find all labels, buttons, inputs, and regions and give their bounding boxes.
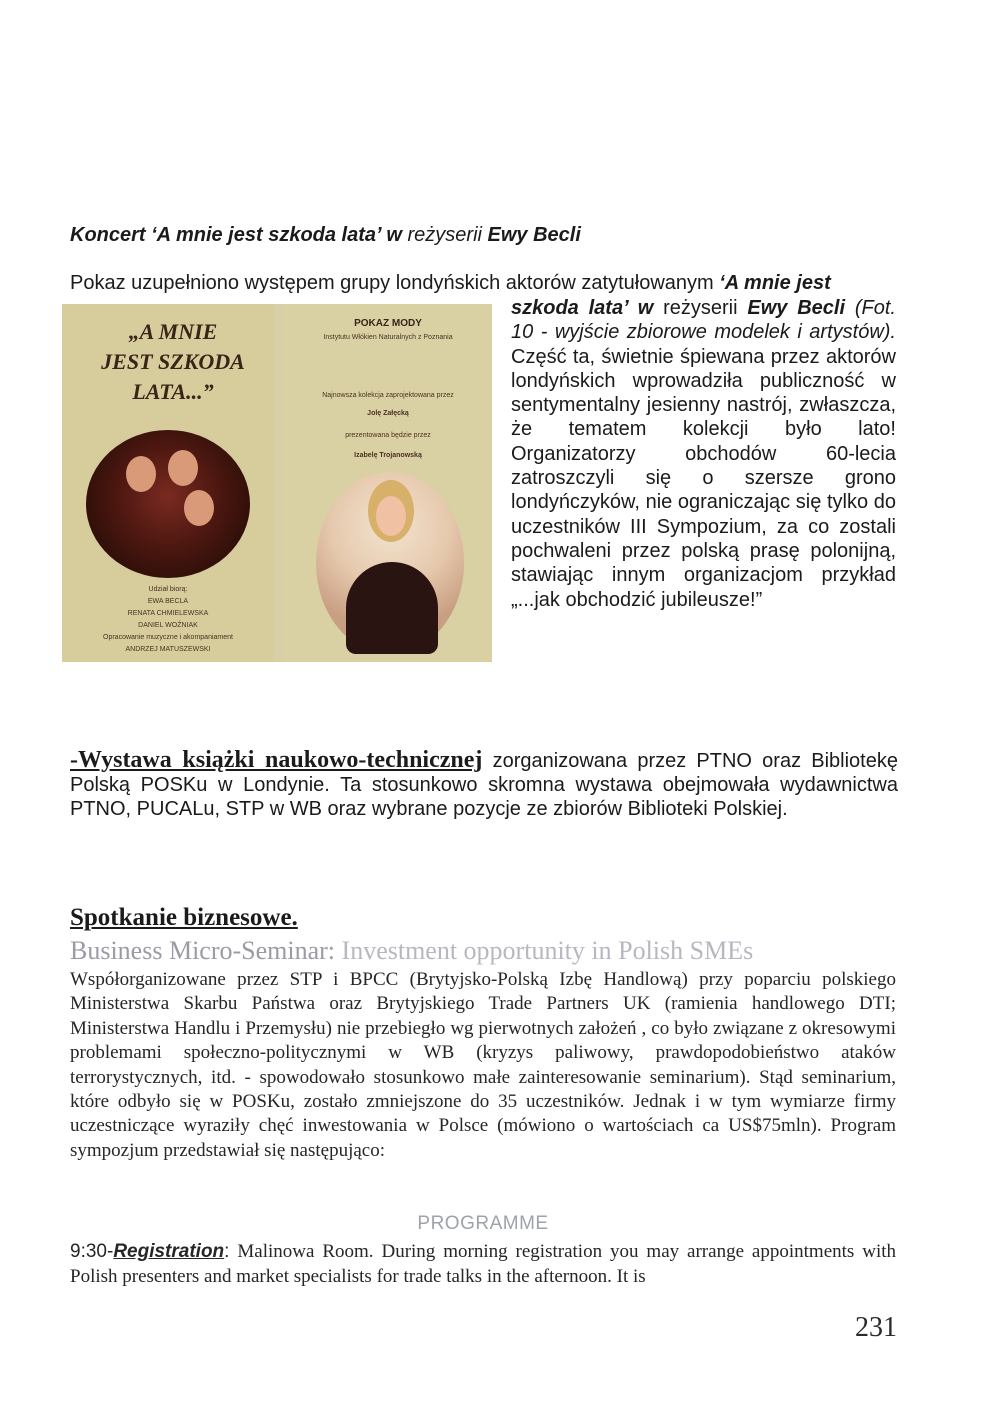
business-title: Spotkanie biznesowe. bbox=[70, 904, 298, 931]
business-paragraph bbox=[70, 968, 896, 1163]
fashion-poster-title: POKAZ MODY bbox=[354, 318, 422, 329]
concert-poster bbox=[62, 304, 274, 662]
seminar-title-part2: Investment opportunity in Polish SMEs bbox=[341, 936, 754, 965]
poster-title-line3: LATA...” bbox=[132, 379, 214, 404]
intro-text: Pokaz uzupełniono występem grupy londyńskich aktorów zatytułowanym bbox=[70, 272, 714, 294]
fashion-poster-line: prezentowana będzie przez bbox=[345, 432, 431, 439]
fashion-show-poster bbox=[284, 304, 492, 662]
concert-heading bbox=[70, 224, 581, 247]
fashion-poster-subtitle: Instytutu Włókien Naturalnych z Poznania bbox=[323, 334, 453, 341]
concert-direction: reżyserii bbox=[663, 297, 738, 319]
programme-label: PROGRAMME bbox=[417, 1213, 549, 1234]
actors-photo bbox=[86, 430, 250, 578]
poster-credits-intro: Udział biorą: bbox=[148, 586, 188, 593]
business-text: Współorganizowane przez STP i BPCC (Brytyjsko-Polską Izbę Handlową) przy poparciu polskiego Ministerstwa Skarbu Państwa oraz Brytyjskiego Trade Partners UK (ramienia handlowego DTI; Ministerstwa Handlu i Przemysłu) nie przebiegło wg pierwotnych założeń , co było związane z okresowymi problemami społeczno-politycznymi w WB (kryzys paliwowy, prawdopodobieństwo ataków terrorystycznych, itd. - spowodowało stosunkowo małe zainteresowanie seminarium). Stąd seminarium, które odbyło się w POSKu, zostało zmniejszone do 35 uczestników. Jednak i w tym wymiarze firmy uczestniczące wyraziły chęć inwestowania w Polsce (mówiono o wartościach ca US$75mln). Program sympozjum przedstawiał się następująco: bbox=[70, 969, 896, 1161]
registration-colon: : bbox=[224, 1241, 230, 1262]
fashion-poster-line: Najnowsza kolekcja zaprojektowana przez bbox=[322, 392, 454, 399]
poster-credit-name: DANIEL WOŹNIAK bbox=[138, 622, 198, 629]
registration-paragraph bbox=[70, 1240, 896, 1289]
concert-title-cont: szkoda lata’ w bbox=[511, 297, 654, 319]
registration-text: Malinowa Room. During morning registration you may arrange appointments with Polish presenters and market specialists for trade talks in the afternoon. It is bbox=[70, 1241, 897, 1287]
fashion-poster-designer: Jolę Załęcką bbox=[367, 410, 409, 417]
registration-label: Registration bbox=[113, 1241, 225, 1262]
seminar-title bbox=[70, 936, 753, 966]
model-face bbox=[376, 496, 406, 536]
actor-face bbox=[184, 490, 214, 526]
poster-title-line2: JEST SZKODA bbox=[101, 349, 245, 374]
poster-title-line1: „A MNIE bbox=[128, 319, 218, 344]
registration-time: 9:30- bbox=[70, 1241, 114, 1262]
exhibition-heading: -Wystawa książki naukowo-technicznej bbox=[70, 747, 483, 773]
poster-music-credit: Opracowanie muzyczne i akompaniament bbox=[103, 634, 233, 641]
fashion-poster-presenter: Izabelę Trojanowską bbox=[354, 452, 422, 459]
poster-music-name: ANDRZEJ MATUSZEWSKI bbox=[125, 646, 211, 653]
concert-description: Część ta, świetnie śpiewana przez aktorów londyńskich wprowadziła publiczność w sentymentalny jesienny nastrój, zwłaszcza, że tematem kolekcji było lato! Organizatorzy obchodów 60-lecia zatroszczyli się o szersze grono londyńczyków, nie ograniczając się tylko do uczestników III Sympozium, za co zostali pochwaleni przez polską prasę polonijną, stawiając innym organizacjom przykład „...jak obchodzić jubileusze!” bbox=[511, 345, 896, 611]
poster-credit-name: RENATA CHMIELEWSKA bbox=[127, 610, 209, 617]
concert-director: Ewy Becli bbox=[747, 297, 846, 319]
concert-heading-title: Koncert ‘A mnie jest szkoda lata’ w bbox=[70, 224, 402, 246]
intro-title: ‘A mnie jest bbox=[719, 272, 831, 294]
posters-photo bbox=[62, 304, 492, 662]
exhibition-text: zorganizowana przez PTNO oraz Bibliotekę Polską POSKu w Londynie. Ta stosunkowo skromna wystawa obejmowała wydawnictwa PTNO, PUCALu, STP w WB oraz wybrane pozycje ze zbiorów Biblioteki Polskiej. bbox=[70, 750, 898, 820]
actor-face bbox=[168, 450, 198, 486]
concert-heading-director: Ewy Becli bbox=[487, 224, 581, 246]
poster-credit-name: EWA BECLA bbox=[147, 598, 189, 605]
concert-paragraph bbox=[511, 296, 896, 612]
photo-reference: (Fot. 10 - wyjście zbiorowe modelek i artystów). bbox=[511, 297, 896, 344]
actor-face bbox=[126, 456, 156, 492]
concert-heading-direction: reżyserii bbox=[407, 224, 482, 246]
model-photo bbox=[316, 472, 464, 654]
page-number: 231 bbox=[855, 1312, 897, 1343]
concert-intro-line bbox=[70, 272, 831, 295]
model-dress bbox=[346, 562, 438, 654]
exhibition-section bbox=[70, 748, 898, 821]
seminar-title-part1: Business Micro-Seminar: bbox=[70, 936, 336, 965]
